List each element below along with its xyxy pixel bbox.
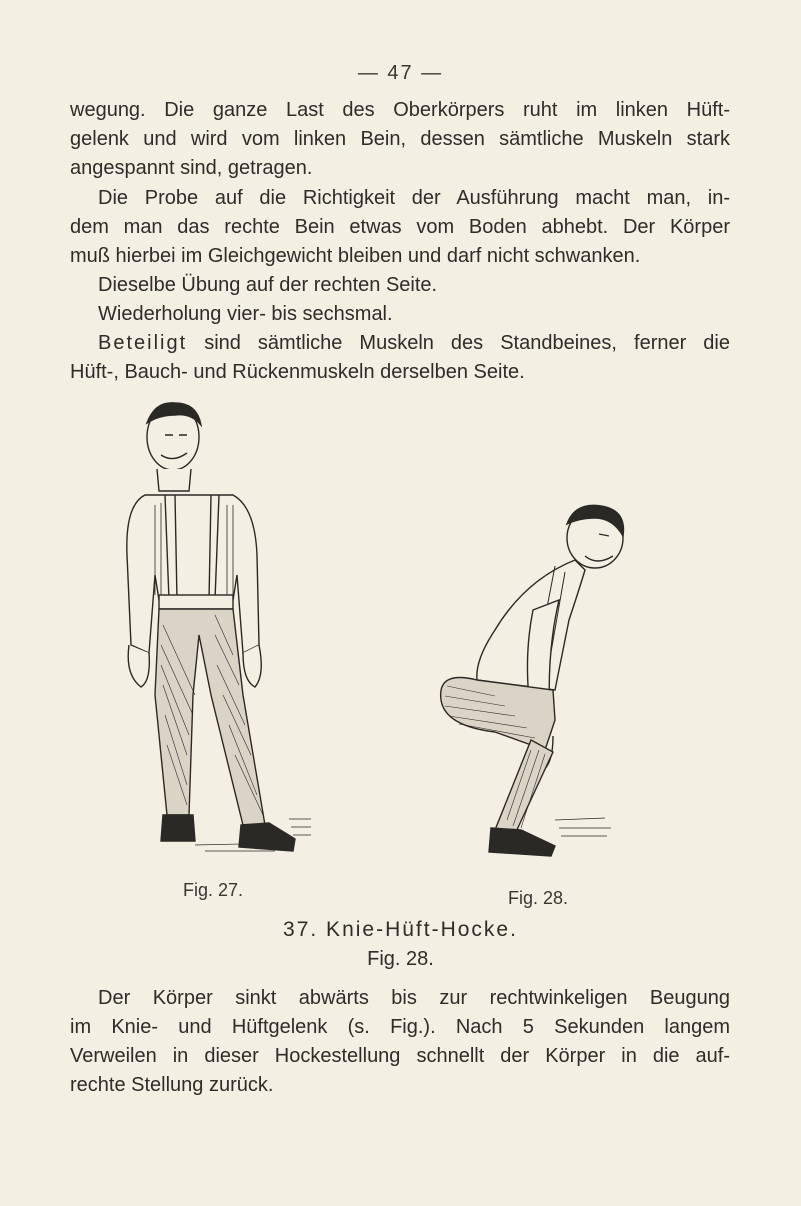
section-paragraph (70, 984, 730, 1100)
text-line: Der Körper sinkt abwärts bis zur rechtwinkeligen Beugung (98, 987, 730, 1009)
text-line: Die Probe auf die Richtigkeit der Ausführung macht man, in- (98, 187, 730, 209)
paragraph-4 (70, 300, 730, 329)
section-subheading: Fig. 28. (367, 948, 434, 970)
text-line: Dieselbe Übung auf der rechten Seite. (98, 274, 438, 296)
text-fragment: sind sämtliche Muskeln des Standbeines, ferner die (187, 332, 730, 354)
figure-27-illustration (115, 395, 315, 875)
text-line: wegung. Die ganze Last des Oberkörpers ruht im linken Hüft- (70, 99, 730, 121)
text-line: gelenk und wird vom linken Bein, dessen sämtliche Muskeln stark (70, 128, 730, 150)
text-line: rechte Stellung zurück. (70, 1074, 274, 1096)
paragraph-5 (70, 329, 730, 387)
text-line (70, 329, 730, 358)
paragraph-3 (70, 271, 730, 300)
text-line: Wiederholung vier- bis sechsmal. (98, 303, 393, 325)
paragraph-1 (70, 96, 730, 183)
text-line: Hüft-, Bauch- und Rückenmuskeln derselben Seite. (70, 361, 525, 383)
section-heading (0, 918, 801, 942)
text-line: im Knie- und Hüftgelenk (s. Fig.). Nach 5 Sekunden langem (70, 1016, 730, 1038)
figure-28-illustration (435, 500, 635, 880)
page-number: — 47 — (357, 62, 444, 84)
figure-27-caption: Fig. 27. (183, 880, 244, 900)
emphasis-word: Beteiligt (98, 332, 188, 354)
paragraph-2 (70, 184, 730, 271)
figure-28-caption: Fig. 28. (508, 888, 569, 908)
text-line: muß hierbei im Gleichgewicht bleiben und darf nicht schwanken. (70, 245, 641, 267)
text-line: Verweilen in dieser Hockestellung schnellt der Körper in die auf- (70, 1045, 730, 1067)
text-line: dem man das rechte Bein etwas vom Boden abhebt. Der Körper (70, 216, 730, 238)
section-heading-text: 37. Knie-Hüft-Hocke. (283, 918, 518, 941)
text-line: angespannt sind, getragen. (70, 157, 313, 179)
